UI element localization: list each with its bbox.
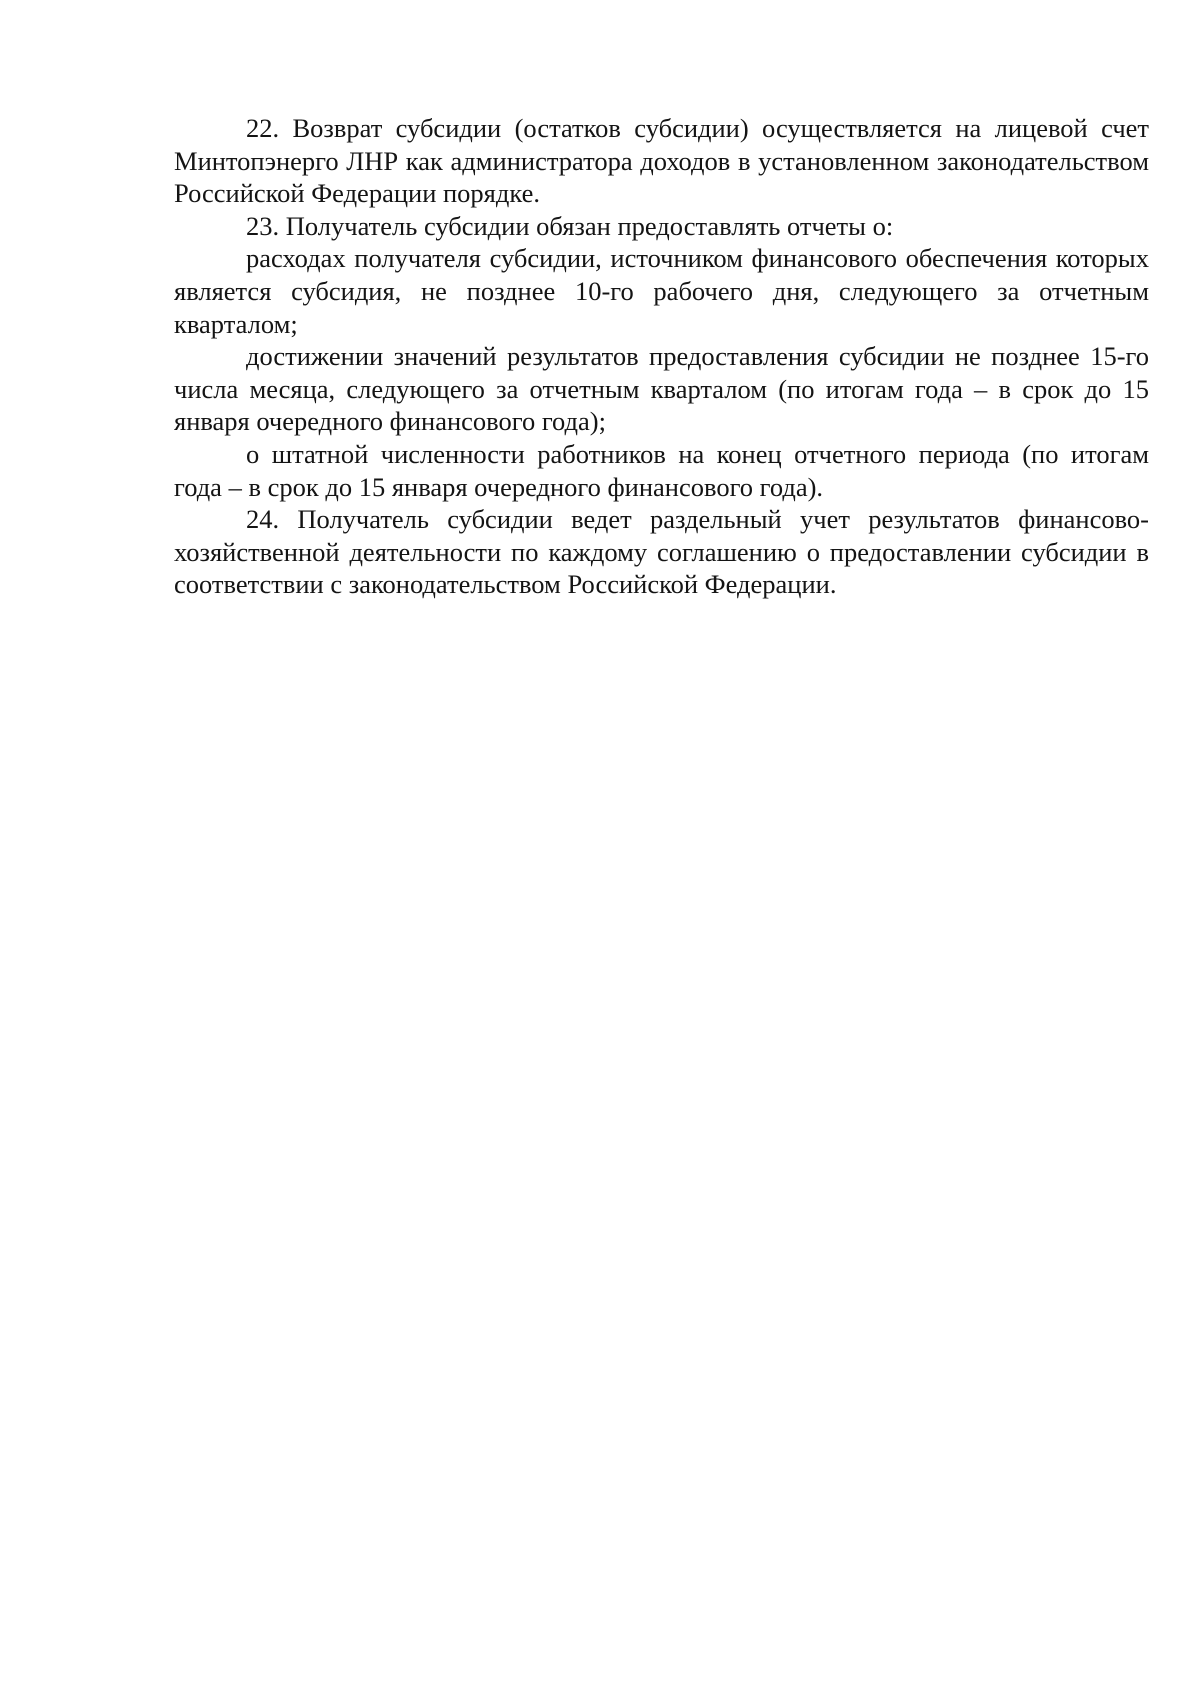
paragraph-23-staff: о штатной численности работников на конец отчетного периода (по итогам года – в срок до 15 января очередного финансового года).: [174, 438, 1149, 502]
paragraph-22-refund: 22. Возврат субсидии (остатков субсидии) осуществляется на лицевой счет Минтопэнерго ЛНР как администратора доходов в установленном законодательством Российской Федерации порядке.: [174, 113, 1149, 209]
paragraph-23-results: достижении значений результатов предоставления субсидии не позднее 15-го числа месяца, следующего за отчетным кварталом (по итогам года – в срок до 15 января очередного финансового года);: [174, 341, 1149, 437]
paragraph-24-accounting: 24. Получатель субсидии ведет раздельный учет результатов финансово-хозяйственной деятельности по каждому соглашению о предоставлении субсидии в соответствии с законодательством Российской Федерации.: [174, 504, 1149, 600]
paragraph-23-expenses: расходах получателя субсидии, источником финансового обеспечения которых является субсидия, не позднее 10-го рабочего дня, следующего за отчетным кварталом;: [174, 243, 1149, 339]
paragraph-23-reports: 23. Получатель субсидии обязан предоставлять отчеты о:: [246, 210, 894, 241]
document-body: [174, 112, 1149, 601]
